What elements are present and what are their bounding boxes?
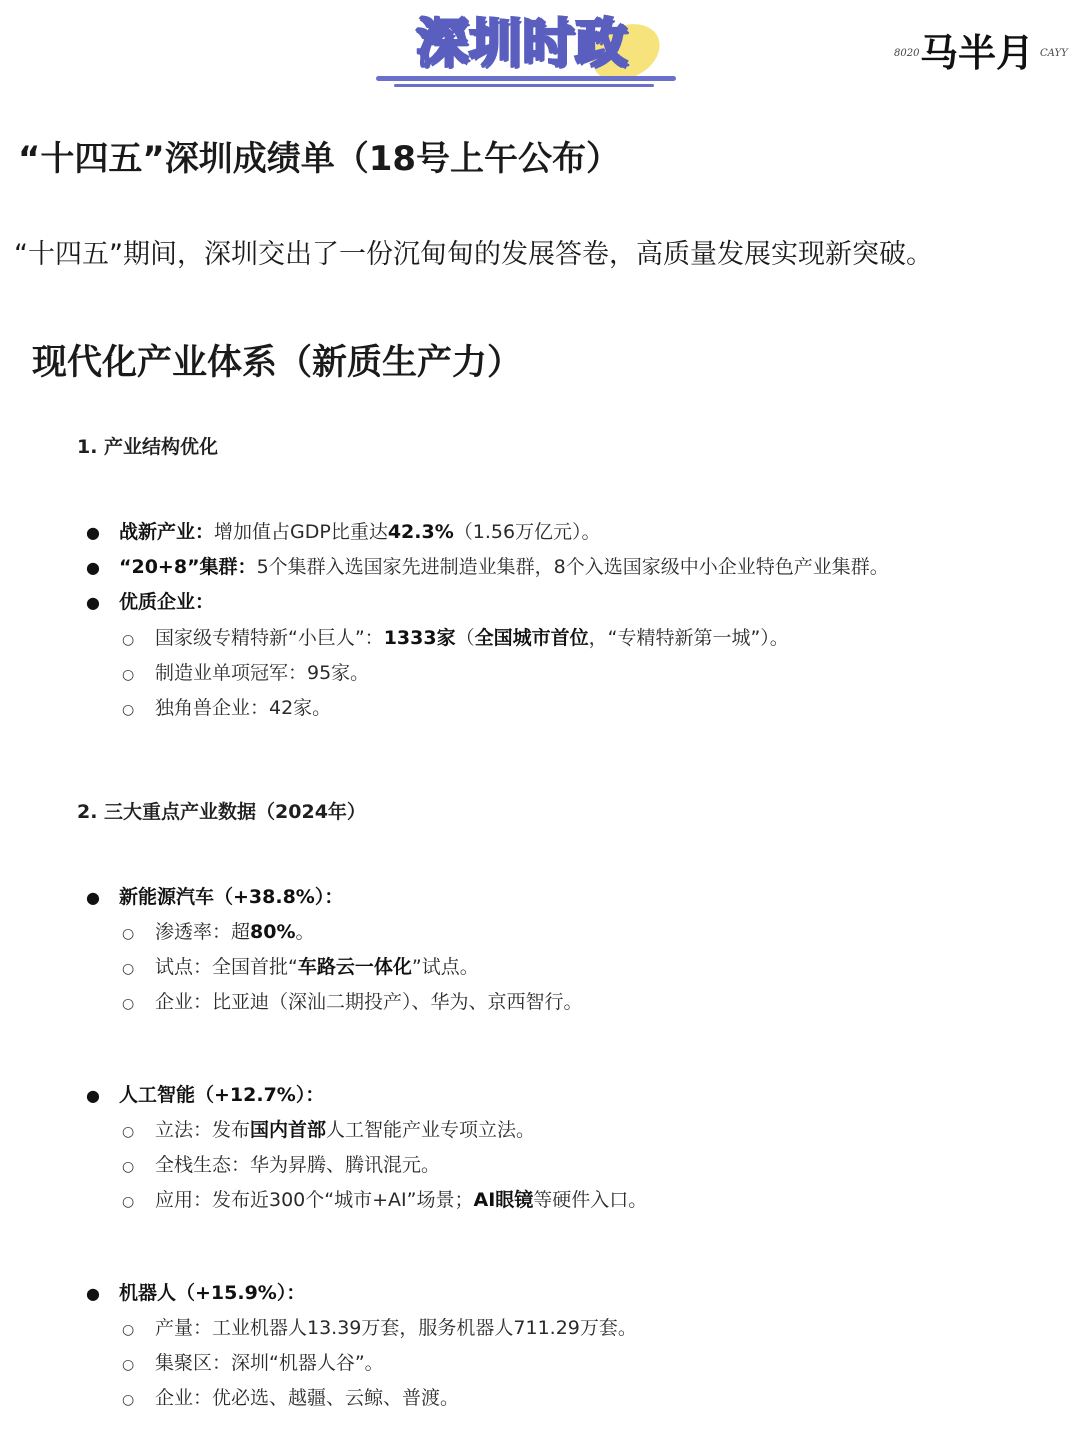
bullet-icon: ● [86,1086,100,1105]
sub-list-item [122,1383,459,1415]
sub-list-item [122,1348,384,1380]
sub-list-item [122,693,331,725]
part1-heading: 1. 产业结构优化 [77,436,219,458]
sub-list-item [122,1150,440,1182]
item-label: 机器人（+15.9%）： [119,1282,306,1304]
item-text: 立法：发布 [155,1119,251,1141]
header [0,0,1080,110]
list-item [86,1278,305,1309]
sub-list-item [122,917,315,949]
bullet-icon: ● [86,593,100,612]
list-item [86,517,601,548]
brand-prefix: 8020 [894,48,920,59]
bullet-icon: ● [86,1284,100,1303]
circle-bullet-icon: ○ [122,1194,135,1210]
item-label: 战新产业： [119,521,215,543]
item-label: “20+8”集群： [119,556,257,578]
circle-bullet-icon: ○ [122,1322,135,1338]
item-text: 增加值占GDP比重达 [214,521,388,543]
page-title: “十四五”深圳成绩单（18号上午公布） [18,139,621,179]
item-label: 优质企业： [119,591,215,613]
sub-list-item [122,987,583,1019]
item-text: 5个集群入选国家先进制造业集群，8个入选国家级中小企业特色产业集群。 [256,556,889,578]
sub-list-item [122,1185,647,1217]
item-text: （1.56万亿元）。 [453,521,601,543]
logo-text: 深圳时政 [416,14,629,74]
brand-suffix: CAYY [1040,48,1068,59]
item-text: 企业：优必选、越疆、云鲸、普渡。 [155,1387,460,1409]
logo-underline [376,76,676,81]
logo-underline-secondary [394,84,654,87]
item-text: 。 [295,921,315,943]
item-text: 制造业单项冠军：95家。 [155,662,370,684]
bullet-icon: ● [86,888,100,907]
item-label: 人工智能（+12.7%）： [119,1084,325,1106]
sub-list-item [122,658,369,690]
item-text: 集聚区：深圳“机器人谷”。 [155,1352,384,1374]
item-highlight: 国内首部 [250,1119,327,1141]
circle-bullet-icon: ○ [122,926,135,942]
circle-bullet-icon: ○ [122,1124,135,1140]
item-text: 全栈生态：华为昇腾、腾讯混元。 [155,1154,441,1176]
bullet-icon: ● [86,523,100,542]
sub-list-item [122,952,479,984]
circle-bullet-icon: ○ [122,667,135,683]
list-item [86,552,889,583]
item-text: ，“专精特新第一城”）。 [588,627,789,649]
item-highlight: 1333家 [383,627,456,649]
item-text: 渗透率：超 [155,921,251,943]
item-text: 试点：全国首批“ [155,956,298,978]
item-label: 新能源汽车（+38.8%）： [119,886,344,908]
list-item [86,587,214,618]
item-highlight: 42.3% [387,521,454,543]
item-text: （ [455,627,475,649]
circle-bullet-icon: ○ [122,996,135,1012]
circle-bullet-icon: ○ [122,702,135,718]
item-text: ”试点。 [411,956,479,978]
bullet-icon: ● [86,558,100,577]
section-title: 现代化产业体系（新质生产力） [32,343,523,383]
item-highlight: 车路云一体化 [297,956,412,978]
item-text: 等硬件入口。 [533,1189,648,1211]
circle-bullet-icon: ○ [122,632,135,648]
logo [376,8,678,98]
brand-name: 马半月 [920,30,1035,75]
item-text: 独角兽企业：42家。 [155,697,332,719]
intro-paragraph: “十四五”期间，深圳交出了一份沉甸甸的发展答卷，高质量发展实现新突破。 [14,239,933,270]
circle-bullet-icon: ○ [122,1159,135,1175]
item-highlight: AI眼镜 [473,1189,534,1211]
circle-bullet-icon: ○ [122,961,135,977]
list-item [86,882,343,913]
part2-heading: 2. 三大重点产业数据（2024年） [77,801,366,823]
sub-list-item [122,623,789,655]
item-highlight: 全国城市首位 [474,627,589,649]
item-text: 人工智能产业专项立法。 [326,1119,536,1141]
item-text: 国家级专精特新“小巨人”： [155,627,384,649]
circle-bullet-icon: ○ [122,1392,135,1408]
item-text: 产量：工业机器人13.39万套，服务机器人711.29万套。 [155,1317,637,1339]
item-highlight: 80% [250,921,296,943]
list-item [86,1080,324,1111]
sub-list-item [122,1115,535,1147]
item-text: 企业：比亚迪（深汕二期投产）、华为、京西智行。 [155,991,583,1013]
sub-list-item [122,1313,637,1345]
item-text: 应用：发布近300个“城市+AI”场景； [155,1189,474,1211]
circle-bullet-icon: ○ [122,1357,135,1373]
